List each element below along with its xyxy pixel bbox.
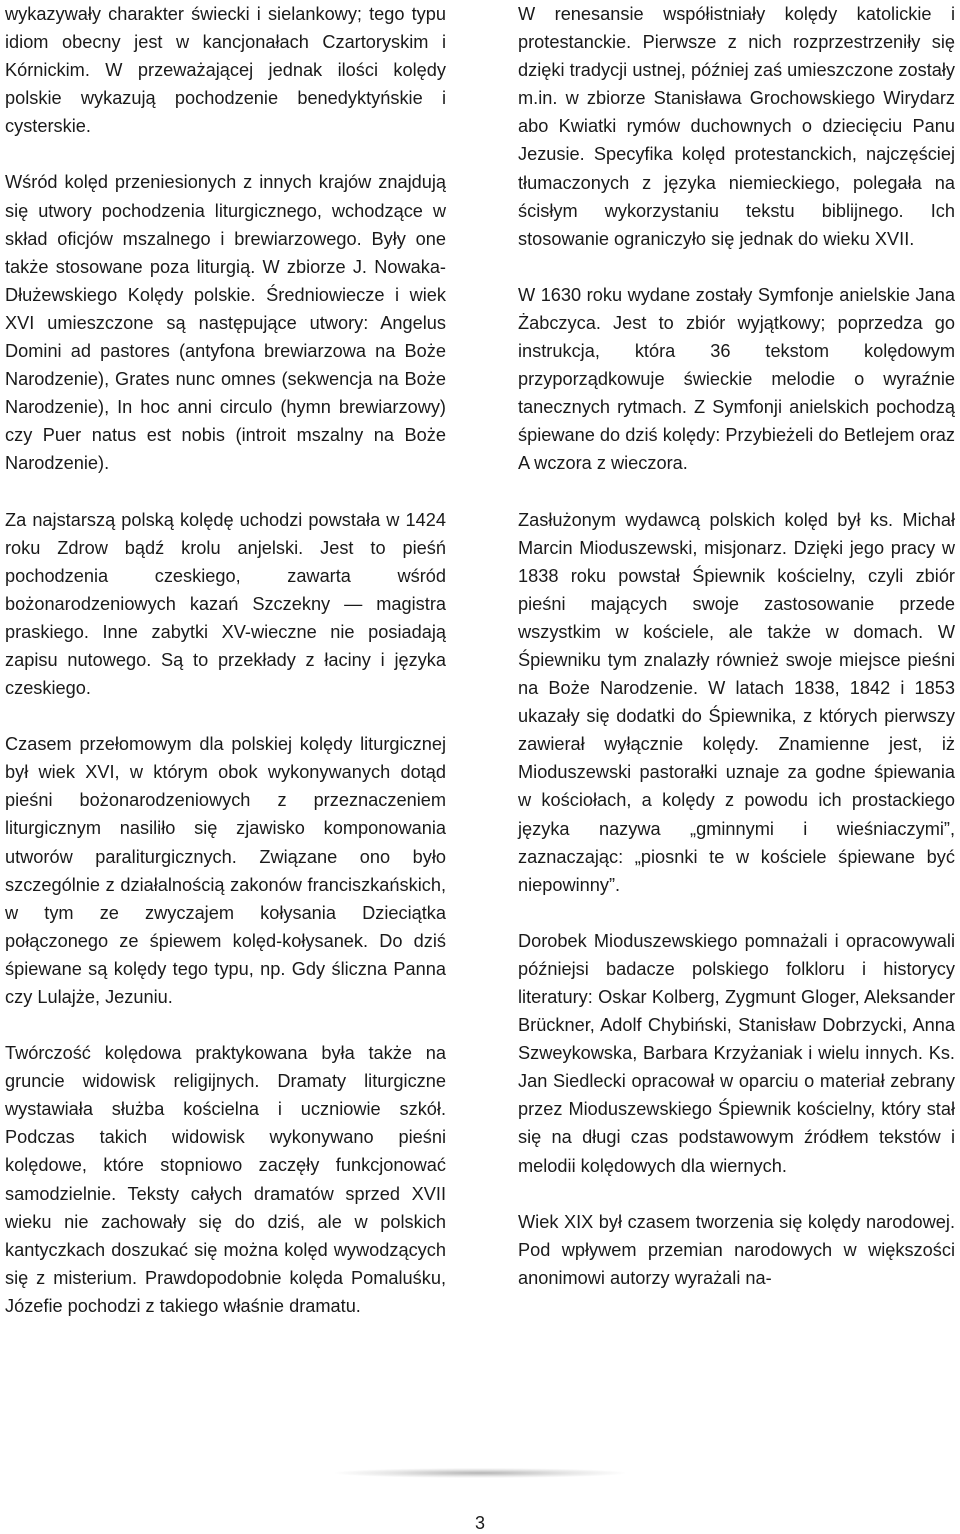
paragraph: Czasem przełomowym dla polskiej kolędy liturgicznej był wiek XVI, w którym obok wykonywanych dotąd pieśni bożonarodzeniowych z przeznaczeniem liturgicznym nasiliło się zjawisko komponowania utworów paraliturgicznych. Związane ono było szczególnie z działalnością zakonów franciszkańskich, w tym ze zwyczajem kołysania Dzieciątka połączonego ze śpiewem kolęd-kołysanek. Do dziś śpiewane są kolędy tego typu, np. Gdy śliczna Panna czy Lulajże, Jezuniu. <box>5 734 446 1007</box>
footer-divider <box>335 1468 625 1478</box>
paragraph: Twórczość kolędowa praktykowana była także na gruncie widowisk religijnych. Dramaty liturgiczne wystawiała służba kościelna i uczniowie szkół. Podczas takich widowisk wykonywano pieśni kolędowe, które stopniowo zaczęły funkcjonować samodzielnie. Teksty całych dramatów sprzed XVII wieku nie zachowały się do dziś, ale w polskich kantyczkach doszukać się można kolęd wywodzących się z misterium. Prawdopodobnie kolęda Pomaluśku, Józefie pochodzi z takiego właśnie dramatu. <box>5 1043 446 1316</box>
paragraph: Za najstarszą polską kolędę uchodzi powstała w 1424 roku Zdrow bądź krolu anjelski. Jest to pieśń pochodzenia czeskiego, zawarta wśród bożonarodzeniowych kazań Szczekny — magistra praskiego. Inne zabytki XV-wieczne nie posiadają zapisu nutowego. Są to przekłady z łaciny i języka czeskiego. <box>5 509 446 699</box>
paragraph: Wśród kolęd przeniesionych z innych krajów znajdują się utwory pochodzenia liturgicznego, wchodzące w skład oficjów mszalnego i brewiarzowego. Były one także stosowane poza liturgią. W zbiorze J. Nowaka-Dłużewskiego Kolędy polskie. Średniowiecze i wiek XVI umieszczone są następujące utwory: Angelus Domini ad pastores (antyfona brewiarzowa na Boże Narodzenie), Grates nunc omnes (sekwencja na Boże Narodzenie), In hoc anni circulo (hymn brewiarzowy) czy Puer natus est nobis (introit mszalny na Boże Narodzenie). <box>5 172 446 474</box>
paragraph: Wiek XIX był czasem tworzenia się kolędy narodowej. Pod wpływem przemian narodowych w większości anonimowi autorzy wyrażali na- <box>518 1211 955 1288</box>
paragraph: W renesansie współistniały kolędy katolickie i protestanckie. Pierwsze z nich rozprzestrzeniły się dzięki tradycji ustnej, później zaś umieszczone zostały m.in. w zbiorze Stanisława Grochowskiego Wirydarz abo Kwiatki rymów duchownych o dziecięciu Panu Jezusie. Specyfika kolęd protestanckich, najczęściej tłumaczonych z języka niemieckiego, polegała na ścisłym wykorzystaniu tekstu biblijnego. Ich stosowanie ograniczyło się jednak do wieku XVII. <box>518 4 955 249</box>
paragraph: wykazywały charakter świecki i sielankowy; tego typu idiom obecny jest w kancjonałach Czartoryskim i Kórnickim. W przeważającej jednak ilości kolędy polskie wykazują pochodzenie benedyktyńskie i cysterskie. <box>5 4 446 137</box>
paragraph: Zasłużonym wydawcą polskich kolęd był ks. Michał Marcin Mioduszewski, misjonarz. Dzięki jego pracy w 1838 roku powstał Śpiewnik kościelny, czyli zbiór pieśni mających swoje zastosowanie przede wszystkim w kościele, ale także w domach. W Śpiewniku tym znalazły również swoje miejsce pieśni na Boże Narodzenie. W latach 1838, 1842 i 1853 ukazały się dodatki do Śpiewnika, z których pierwszy zawierał wyłącznie kolędy. Znamienne jest, iż Mioduszewski pastorałki uznaje za godne śpiewania w kościołach, a kolędy z powodu ich prostackiego języka nazywa „gminnymi i wieśniaczymi”, zaznaczając: „piosnki te w kościele śpiewane być niepowinny”. <box>518 509 955 895</box>
left-column <box>5 0 446 1348</box>
page-number: 3 <box>474 1513 485 1533</box>
right-column <box>518 0 955 1320</box>
paragraph: W 1630 roku wydane zostały Symfonje anielskie Jana Żabczyca. Jest to zbiór wyjątkowy; poprzedza go instrukcja, która 36 tekstom kolędowym przyporządkowuje świeckie melodie o wyraźnie tanecznych rytmach. Z Symfonji anielskich pochodzą śpiewane do dziś kolędy: Przybieżeli do Betlejem oraz A wczora z wieczora. <box>518 284 955 474</box>
paragraph: Dorobek Mioduszewskiego pomnażali i opracowywali późniejsi badacze polskiego folkloru i historycy literatury: Oskar Kolberg, Zygmunt Gloger, Aleksander Brückner, Adolf Chybiński, Stanisław Dobrzycki, Anna Szweykowska, Barbara Krzyżaniak i wielu innych. Ks. Jan Siedlecki opracował w oparciu o materiał zebrany przez Mioduszewskiego Śpiewnik kościelny, który stał się na długi czas podstawowym źródłem tekstów i melodii kolędowych dla wiernych. <box>518 930 955 1176</box>
